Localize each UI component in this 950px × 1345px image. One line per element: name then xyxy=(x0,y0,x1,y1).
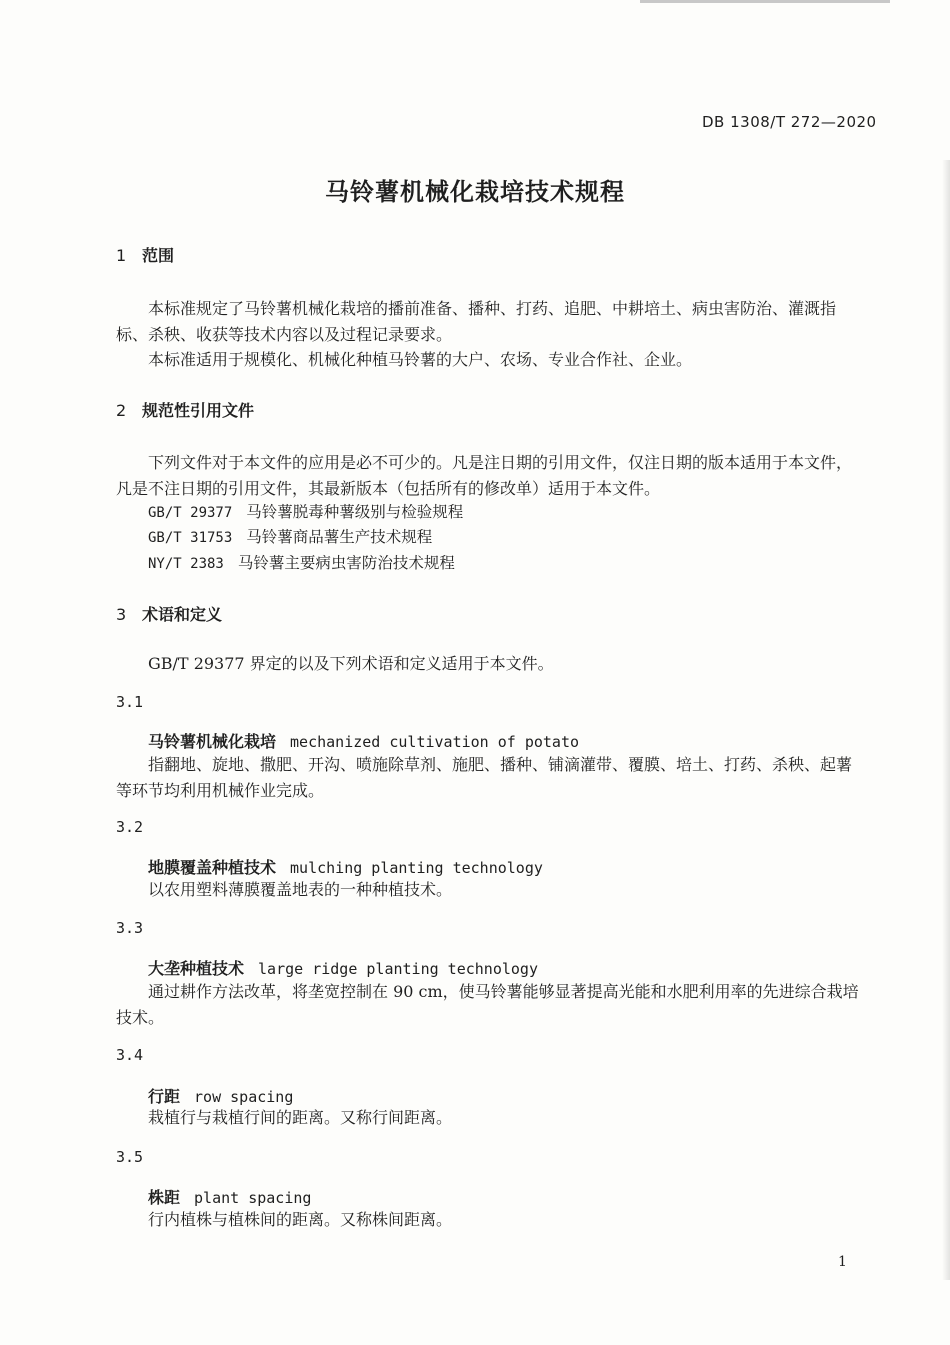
section-number: 2 xyxy=(116,401,127,420)
term-chinese: 大垄种植技术 xyxy=(148,959,245,978)
section-title: 范围 xyxy=(142,246,175,265)
scan-edge-line xyxy=(640,0,890,3)
term-english: plant spacing xyxy=(194,1189,312,1207)
term-definition: 栽植行与栽植行间的距离。又称行间距离。 xyxy=(148,1108,453,1127)
reference-title: 马铃薯商品薯生产技术规程 xyxy=(246,528,433,546)
section-1-para-1: 本标准规定了马铃薯机械化栽培的播前准备、播种、打药、追肥、中耕培土、病虫害防治、灌溉指标、杀秧、收获等技术内容以及过程记录要求。 xyxy=(116,299,837,344)
section-3-intro: GB/T 29377 界定的以及下列术语和定义适用于本文件。 xyxy=(148,654,554,673)
term-entry xyxy=(148,956,538,979)
clause-number: 3.5 xyxy=(116,1148,144,1166)
clause-number: 3.1 xyxy=(116,693,144,711)
doc-number: DB 1308/T 272—2020 xyxy=(702,113,877,131)
term-entry xyxy=(148,1084,293,1107)
term-english: mechanized cultivation of potato xyxy=(290,733,579,751)
reference-code: NY/T 2383 xyxy=(148,556,224,572)
reference-code: GB/T 29377 xyxy=(148,505,233,521)
clause-number: 3.3 xyxy=(116,919,144,937)
term-definition: 行内植株与植株间的距离。又称株间距离。 xyxy=(148,1210,453,1229)
section-1-heading xyxy=(116,243,174,266)
reference-title: 马铃薯主要病虫害防治技术规程 xyxy=(237,554,455,572)
section-number: 1 xyxy=(116,246,127,265)
term-definition: 通过耕作方法改革，将垄宽控制在 90 cm，使马铃薯能够显著提高光能和水肥利用率的先进综合栽培技术。 xyxy=(116,982,859,1027)
term-english: large ridge planting technology xyxy=(258,960,538,978)
section-2-heading xyxy=(116,398,254,421)
reference-title: 马铃薯脱毒种薯级别与检验规程 xyxy=(246,503,464,521)
term-chinese: 行距 xyxy=(148,1087,181,1106)
term-english: mulching planting technology xyxy=(290,859,543,877)
section-title: 规范性引用文件 xyxy=(142,401,255,420)
term-english: row spacing xyxy=(194,1088,294,1106)
term-entry xyxy=(148,729,579,752)
term-entry xyxy=(148,1185,311,1208)
section-2-intro: 下列文件对于本文件的应用是必不可少的。凡是注日期的引用文件，仅注日期的版本适用于本文件，凡是不注日期的引用文件，其最新版本（包括所有的修改单）适用于本文件。 xyxy=(116,453,853,498)
reference-item xyxy=(148,500,463,522)
section-number: 3 xyxy=(116,605,127,624)
term-definition: 指翻地、旋地、撒肥、开沟、喷施除草剂、施肥、播种、铺滴灌带、覆膜、培土、打药、杀秧、起薯等环节均利用机械作业完成。 xyxy=(116,755,853,800)
term-entry xyxy=(148,855,543,878)
reference-item xyxy=(148,525,432,547)
term-chinese: 株距 xyxy=(148,1188,181,1207)
section-1-para-2: 本标准适用于规模化、机械化种植马铃薯的大户、农场、专业合作社、企业。 xyxy=(148,350,693,369)
reference-item xyxy=(148,551,455,573)
clause-number: 3.4 xyxy=(116,1046,144,1064)
clause-number: 3.2 xyxy=(116,818,144,836)
term-chinese: 地膜覆盖种植技术 xyxy=(148,858,277,877)
term-definition: 以农用塑料薄膜覆盖地表的一种种植技术。 xyxy=(148,880,453,899)
scan-side-shadow xyxy=(942,160,950,1280)
reference-code: GB/T 31753 xyxy=(148,530,233,546)
page-title: 马铃薯机械化栽培技术规程 xyxy=(325,178,625,206)
term-chinese: 马铃薯机械化栽培 xyxy=(148,732,277,751)
page-number: 1 xyxy=(838,1254,847,1270)
section-title: 术语和定义 xyxy=(142,605,223,624)
section-3-heading xyxy=(116,602,222,625)
